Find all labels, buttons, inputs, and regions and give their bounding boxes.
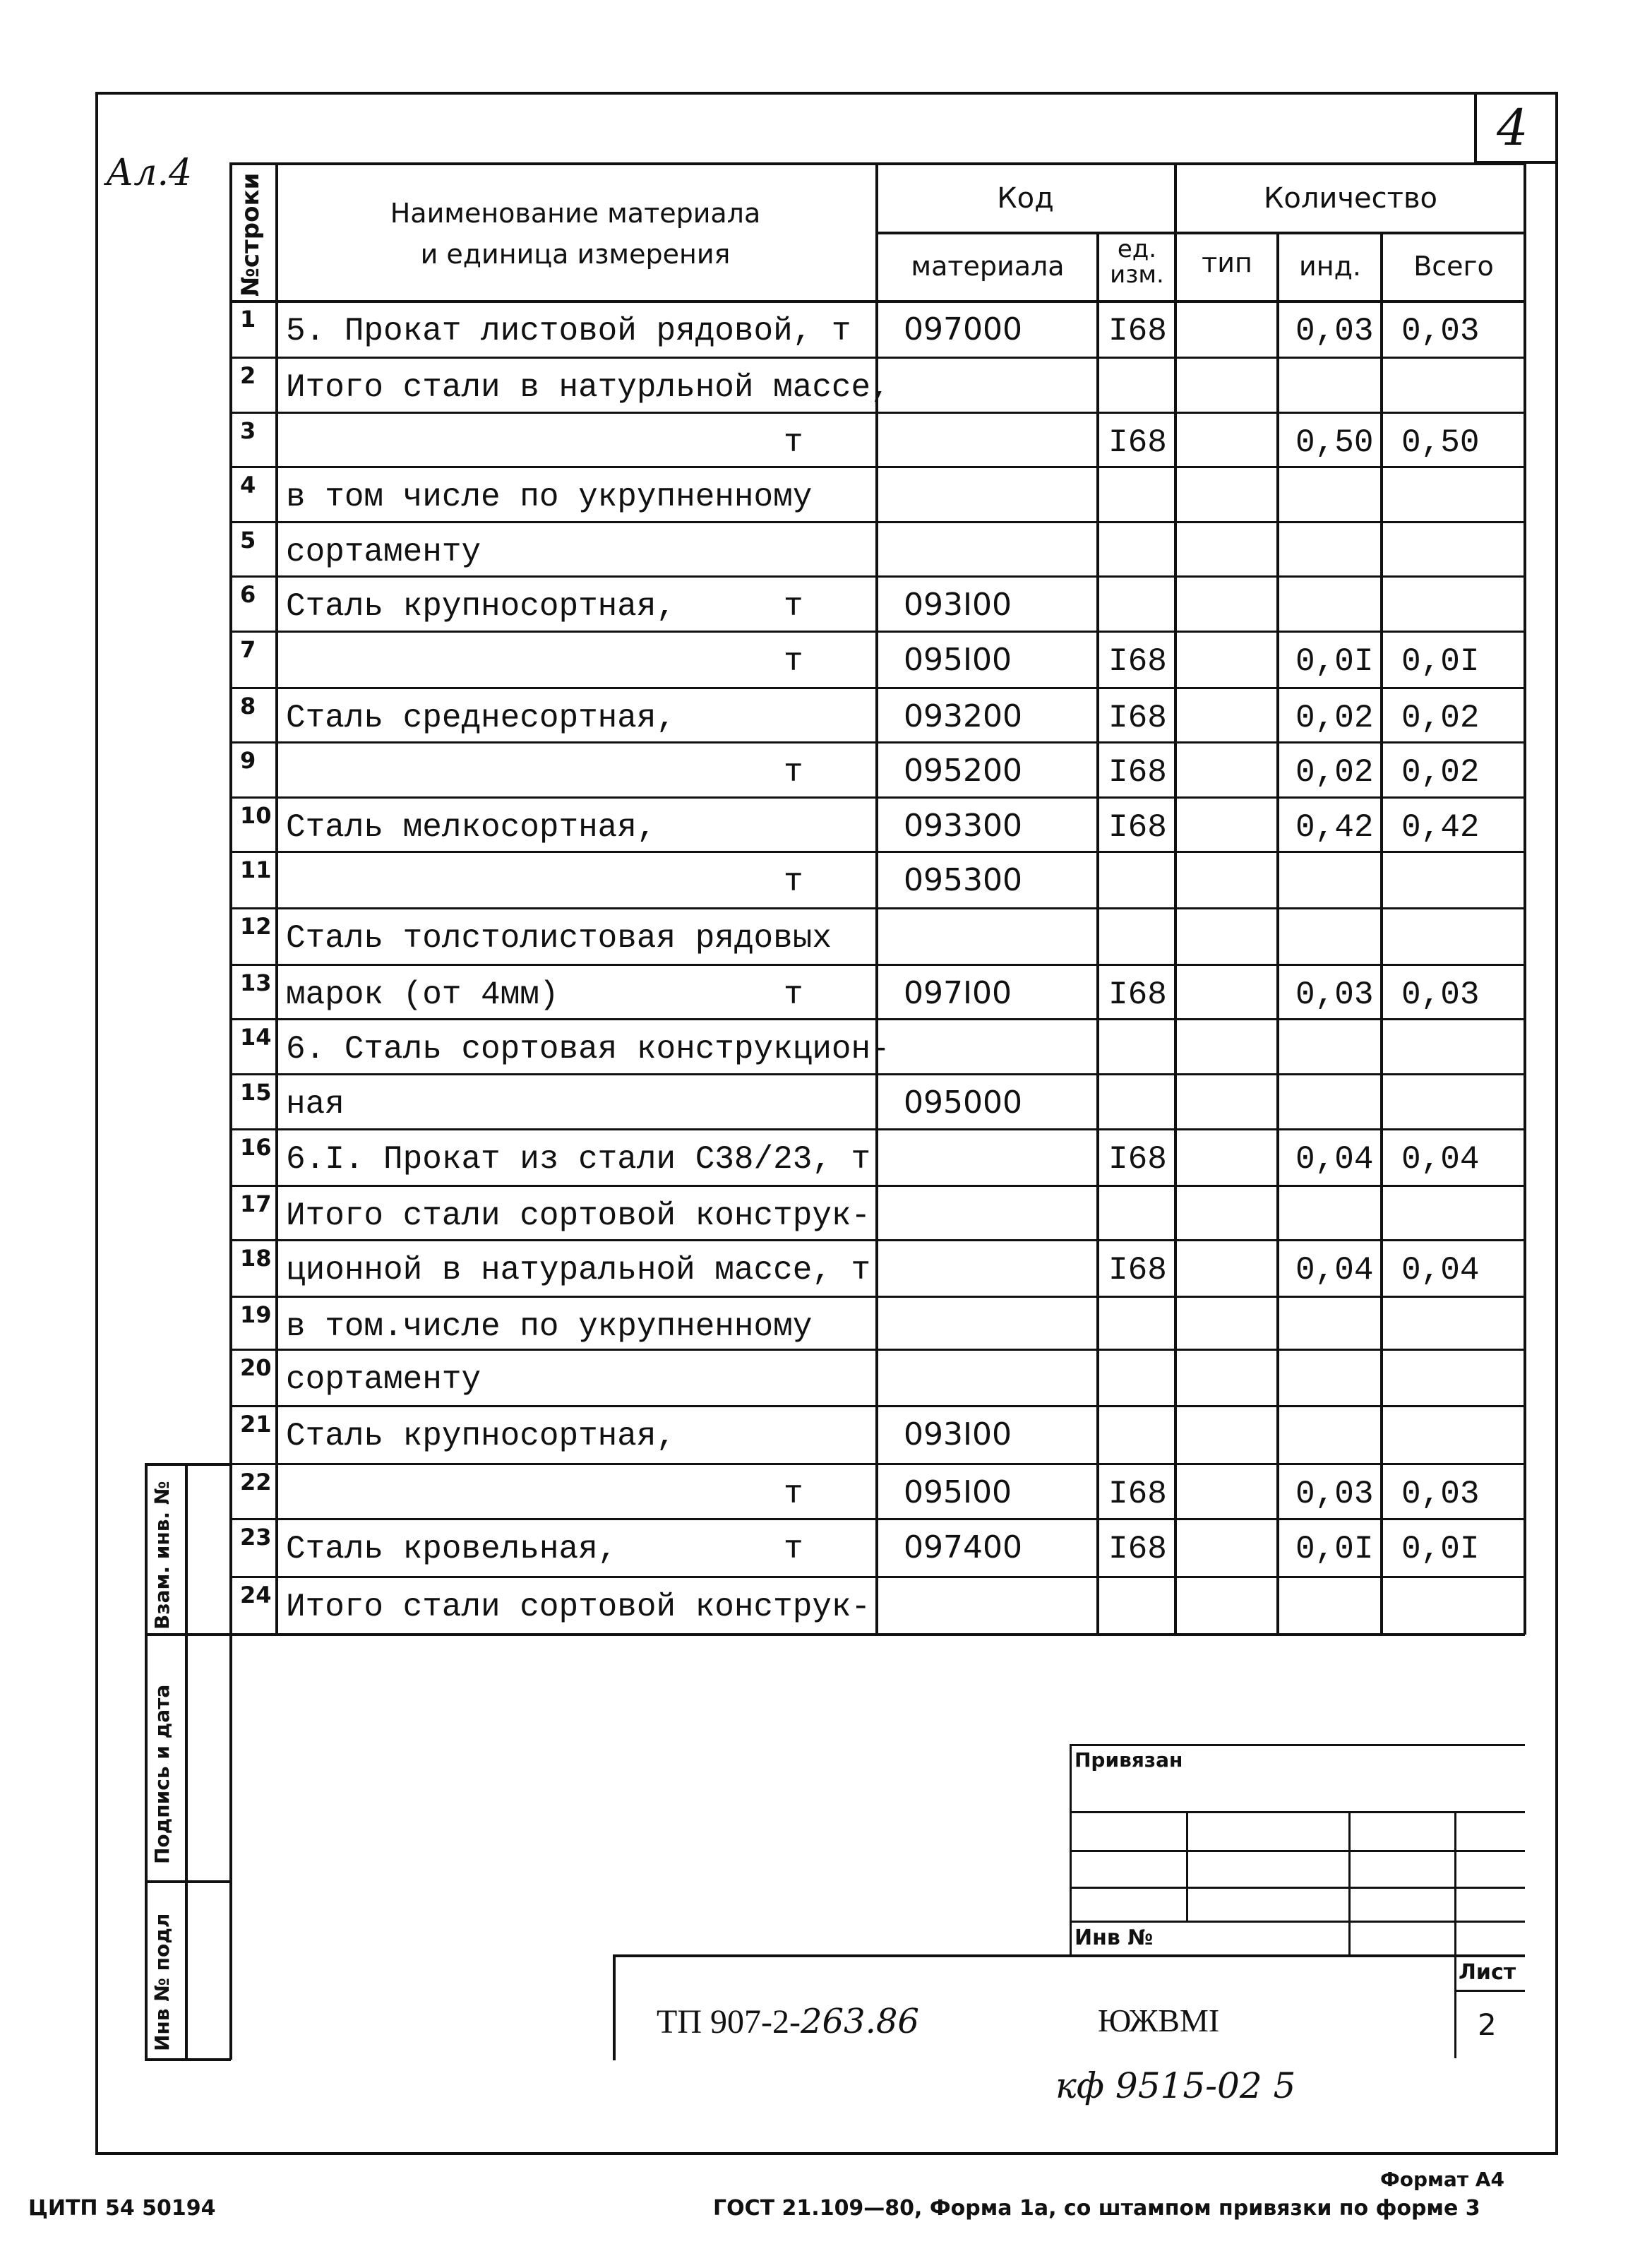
row-name: 6. Сталь сортовая конструкцион- [286,1031,890,1068]
row-ind: 0,04 [1295,1252,1374,1289]
row-number: 10 [240,802,272,829]
row-code: 095300 [904,862,1022,898]
row-number: 14 [240,1024,272,1051]
page-number-box [1474,92,1477,162]
stamp-list-value: 2 [1478,2007,1497,2042]
row-name: Итого стали сортовой конструк- [286,1589,871,1625]
header-material: материала [911,251,1065,282]
row-total: 0,03 [1401,1476,1480,1512]
row-name: Сталь толстолистовая рядовых [286,920,832,957]
row-number: 15 [240,1079,272,1106]
row-name: Итого стали в натурльной массе, [286,369,890,406]
row-name: Сталь кровельная, [286,1531,618,1568]
row-ind: 0,0I [1295,1531,1374,1568]
footer-left: ЦИТП 54 50194 [28,2196,216,2221]
side-label-podpis: Подпись и дата [150,1684,174,1864]
row-code: 095I00 [904,1474,1012,1510]
row-number: 23 [240,1524,272,1551]
row-unit-t: т [784,1476,803,1512]
side-label-inv-podl: Инв № подл [150,1913,174,2051]
frame-top [95,92,1557,95]
row-unit: I68 [1108,977,1167,1013]
footer-right: ГОСТ 21.109—80, Форма 1а, со штампом привязки по форме 3 [713,2196,1480,2221]
header-quantity: Количество [1263,182,1437,215]
row-unit: I68 [1108,643,1167,680]
row-unit-t: т [784,588,803,625]
row-number: 18 [240,1245,272,1272]
row-ind: 0,0I [1295,643,1374,680]
header-row-no: №строки [237,172,265,297]
row-ind: 0,02 [1295,700,1374,736]
row-code: 093I00 [904,587,1012,623]
row-ind: 0,50 [1295,424,1374,461]
row-number: 24 [240,1582,272,1608]
row-number: 16 [240,1134,272,1161]
row-number: 8 [240,693,256,719]
row-total: 0,03 [1401,977,1480,1013]
row-name: в том.числе по укрупненному [286,1308,813,1345]
row-name: ная [286,1086,345,1123]
row-number: 12 [240,913,272,940]
row-number: 9 [240,747,256,774]
row-number: 19 [240,1301,272,1328]
side-label-vzam: Взам. инв. № [150,1481,174,1630]
format-label: Формат А4 [1380,2168,1504,2191]
row-code: 093I00 [904,1416,1012,1452]
row-unit: I68 [1108,1141,1167,1178]
row-number: 3 [240,417,256,444]
row-code: 093200 [904,698,1022,734]
row-number: 21 [240,1411,272,1438]
row-unit-t: т [784,1531,803,1568]
row-name: 6.I. Прокат из стали С38/23, т [286,1141,871,1178]
row-name: сортаменту [286,1361,481,1398]
stamp-inv-no: Инв № [1075,1925,1154,1950]
kf-number: кф 9515-02 5 [1055,2065,1296,2106]
row-name: сортаменту [286,534,481,571]
row-number: 5 [240,527,256,554]
row-name: Сталь крупносортная, [286,1418,676,1455]
frame-bottom [95,2152,1558,2155]
stamp-list-label: Лист [1459,1960,1516,1985]
header-name-line1: Наименование материала [390,198,761,229]
row-code: 095000 [904,1085,1022,1121]
row-number: 22 [240,1469,272,1495]
page-number: 4 [1497,99,1528,157]
row-ind: 0,04 [1295,1141,1374,1178]
row-number: 1 [240,306,256,333]
row-name: 5. Прокат листовой рядовой, т [286,313,851,350]
row-code: 097000 [904,311,1022,347]
row-code: 097400 [904,1529,1022,1565]
row-total: 0,02 [1401,700,1480,736]
row-name: Сталь среднесортная, [286,700,676,736]
row-unit-t: т [784,864,803,900]
row-ind: 0,03 [1295,313,1374,350]
row-number: 6 [240,581,256,608]
row-name: марок (от 4мм) [286,977,559,1013]
row-total: 0,03 [1401,313,1480,350]
row-total: 0,42 [1401,809,1480,846]
row-number: 4 [240,472,256,498]
row-code: 093300 [904,808,1022,844]
row-unit-t: т [784,754,803,791]
row-ind: 0,03 [1295,977,1374,1013]
stamp-doc-mark: ЮЖВМI [1098,2002,1220,2038]
row-unit-t: т [784,424,803,461]
header-name-line2: и единица измерения [420,239,731,270]
row-total: 0,50 [1401,424,1480,461]
header-ind: инд. [1299,251,1361,282]
row-number: 17 [240,1190,272,1217]
row-name: в том числе по укрупненному [286,479,813,515]
attachment-label: Ал.4 [106,152,193,194]
row-code: 095I00 [904,642,1012,678]
row-unit: I68 [1108,1476,1167,1512]
row-code: 097I00 [904,975,1012,1011]
row-unit: I68 [1108,424,1167,461]
row-total: 0,04 [1401,1141,1480,1178]
row-ind: 0,03 [1295,1476,1374,1512]
row-name: ционной в натуральной массе, т [286,1252,871,1289]
row-number: 7 [240,636,256,663]
row-unit: I68 [1108,700,1167,736]
row-total: 0,04 [1401,1252,1480,1289]
frame-right [1555,92,1558,2154]
row-unit: I68 [1108,1252,1167,1289]
row-number: 11 [240,856,272,883]
row-total: 0,02 [1401,754,1480,791]
row-ind: 0,42 [1295,809,1374,846]
row-code: 095200 [904,753,1022,789]
row-unit: I68 [1108,809,1167,846]
row-name: Итого стали сортовой конструк- [286,1198,871,1234]
header-unit: ед. изм. [1110,235,1164,289]
row-number: 2 [240,362,256,389]
header-code: Код [997,182,1054,215]
row-total: 0,0I [1401,1531,1480,1568]
row-unit-t: т [784,643,803,680]
row-number: 13 [240,969,272,996]
row-unit: I68 [1108,1531,1167,1568]
row-total: 0,0I [1401,643,1480,680]
row-name: Сталь мелкосортная, [286,809,657,846]
row-number: 20 [240,1354,272,1381]
row-unit-t: т [784,977,803,1013]
stamp-doc-code: ТП 907-2-263.86 [657,2002,919,2041]
header-total: Всего [1413,251,1494,282]
frame-left [95,92,98,2154]
stamp-privyazan: Привязан [1075,1748,1183,1772]
row-name: Сталь крупносортная, [286,588,676,625]
header-type: тип [1202,247,1252,278]
row-unit: I68 [1108,754,1167,791]
row-ind: 0,02 [1295,754,1374,791]
row-unit: I68 [1108,313,1167,350]
